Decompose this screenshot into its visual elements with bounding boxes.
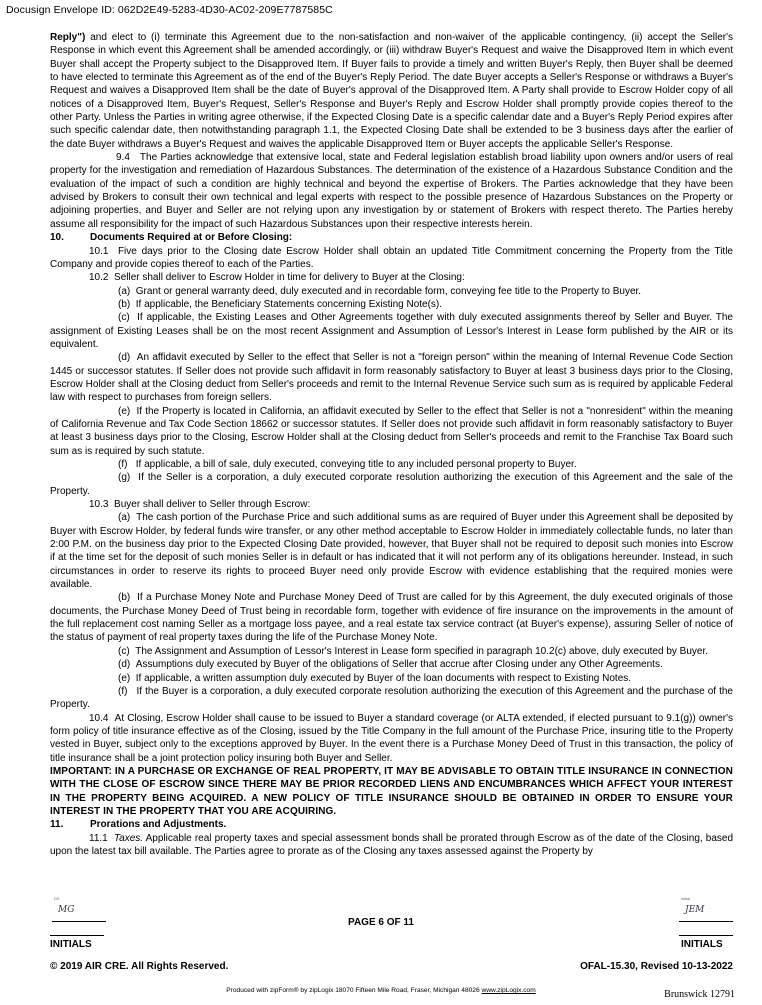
paragraph-10-3-d: (d) Assumptions duly executed by Buyer of the obligations of Seller that accrue after Closing under any Other Agreements.: [118, 659, 663, 671]
paragraph-number: 11.1: [89, 832, 114, 844]
section-title: Documents Required at or Before Closing:: [90, 232, 293, 244]
section-10-heading: [50, 231, 733, 244]
title-insurance-notice: IMPORTANT: IN A PURCHASE OR EXCHANGE OF REAL PROPERTY, IT MAY BE ADVISABLE TO OBTAIN TITLE INSURANCE IN CONNECTION WITH THE CLOSE OF ESCROW SINCE THERE MAY BE PRIOR RECORDED LIENS AND ENCUMBRANCES WHICH AFFECT YOUR INTEREST IN THE PROPERTY BEING ACQUIRED. A NEW POLICY OF TITLE INSURANCE SHOULD BE OBTAINED IN ORDER TO ENSURE YOUR INTEREST IN THE PROPERTY THAT YOU ARE ACQUIRING.: [50, 765, 733, 817]
seller-initials-signature: JEM: [685, 905, 705, 915]
paragraph-10-3-b: (b) If a Purchase Money Note and Purchase Money Deed of Trust are called for by this Agreement, the duly executed originals of those documents, the Purchase Money Deed of Trust being in recordable form, together with evidence of fire insurance on the improvements in the amount of the full replacement cost naming Seller as a mortgage loss payee, and a real estate tax service contract (at Buyer's expense), assuring Seller of notice of the status of payment of real property taxes during the life of the Purchase Money Note.: [50, 592, 733, 644]
section-title: Prorations and Adjustments.: [90, 819, 227, 831]
paragraph-9-3-continued: [50, 31, 733, 151]
paragraph-10-1: 10.1 Five days prior to the Closing date Escrow Holder shall obtain an updated Title Commitment concerning the Property from the Title Company and provide copies thereof to each of the Parties.: [50, 245, 733, 270]
divider: [50, 935, 104, 936]
paragraph-10-2-b: (b) If applicable, the Beneficiary Statements concerning Existing Note(s).: [118, 298, 443, 310]
paragraph-11-1: [50, 832, 733, 859]
paragraph-10-2-e: (e) If the Property is located in California, an affidavit executed by Seller to the effect that Seller is not a "nonresident" within the meaning of California Revenue and Tax Code Section 18662 or successor statutes. If Seller does not provide such affidavit in form reasonably satisfactory to Buyer at least 3 business days prior to the Closing, Escrow Holder shall at the Closing deduct from Seller's proceeds and remit to the Franchise Tax Board such sum as is required by such statute.: [50, 405, 733, 457]
paragraph-10-3-f: (f) If the Buyer is a corporation, a duly executed corporate resolution authorizing the execution of this Agreement and the purchase of the Property.: [50, 685, 733, 711]
paragraph-9-4: 9.4 The Parties acknowledge that extensive local, state and Federal legislation establish broad liability upon owners and/or users of real property for the investigation and remediation of Hazardous Substances. The determination of the existence of a Hazardous Substance Condition and the evaluation of the impact of such a condition are highly technical and beyond the expertise of Brokers. The Parties acknowledge that they have been advised by Brokers to consult their own technical and legal experts with respect to the possible presence of Hazardous Substances on the Property or adjoining properties, and Buyer and Seller are not relying upon any investigation by or statement of Brokers with respect thereto. The Parties hereby assume all responsibility for the impact of such Hazardous Substances upon their respective interests herein.: [50, 152, 733, 230]
paragraph-10-3: 10.3 Buyer shall deliver to Seller through Escrow:: [89, 499, 311, 511]
paragraph-10-3-a: (a) The cash portion of the Purchase Price and such additional sums as are required of Buyer under this Agreement shall be deposited by Buyer with Escrow Holder, by federal funds wire transfer, or any other method acceptable to Escrow Holder in immediately collectable funds, no later than 2:00 P.M. on the business day prior to the Expected Closing Date provided, however, that Buyer shall not be required to deposit such monies into Escrow if at the time set for the deposit of such monies Seller is in default or has indicated that it will not perform any of its obligations hereunder. Instead, in such circumstances in order to reserve its rights to proceed Buyer need only provide Escrow with evidence establishing that the required monies were available.: [50, 512, 733, 591]
paragraph-10-2-g: (g) If the Seller is a corporation, a duly executed corporate resolution authorizing the execution of this Agreement and the sale of the Property.: [50, 472, 733, 497]
paragraph-10-3-c: (c) The Assignment and Assumption of Lessor's Interest in Lease form specified in paragraph 10.2(c) above, duly executed by Buyer.: [118, 645, 709, 657]
paragraph-10-2-f: (f) If applicable, a bill of sale, duly executed, conveying title to any included personal property to Buyer.: [118, 459, 577, 470]
initials-tag: DS: [54, 896, 60, 901]
paragraph-10-2: 10.2 Seller shall deliver to Escrow Holder in time for delivery to Buyer at the Closing:: [89, 272, 465, 284]
file-reference: Brunswick 12791: [664, 989, 735, 1000]
paragraph-10-4: 10.4 At Closing, Escrow Holder shall cause to be issued to Buyer a standard coverage (or ALTA extended, if elected pursuant to 9.1(g)) owner's form policy of title insurance effective as of the Closing, issued by the Title Company in the full amount of the Purchase Price, insuring title to the Property vested in Buyer, subject only to the exceptions approved by Buyer. In the event there is a Purchase Money Deed of Trust in this transaction, the policy of title insurance shall be a joint protection policy insuring both Buyer and Seller.: [50, 712, 733, 764]
paragraph-text: and elect to (i) terminate this Agreement due to the non-satisfaction and non-waiver of the applicable contingency, (ii) accept the Seller's Response in which event this Agreement shall be amended accordingly, or (iii) withdraw Buyer's Request and waive the Disapproved Item in which event Buyer shall accept the Property subject to the Disapproved Item. If Buyer fails to provide a timely and written Buyer's Reply, then Buyer shall be deemed to have elected to terminate this Agreement as of the end of the Buyer's Reply Period. The date Buyer accepts a Seller's Response or withdraws a Buyer's Request and waives a Disapproved Item shall be the date of Buyer's approval of the Disapproved Item. A Party shall provide to Escrow Holder copy of all notices of a Disapproved Item, Buyer's Request, Seller's Response and Buyer's Reply and Escrow Holder shall promptly provide copies thereof to the other Party. Unless the Parties in writing agree otherwise, if the Expected Closing Date is a specific calendar date and a Buyer's Reply Period expires after such specific calendar date, then notwithstanding paragraph 1.1, the Expected Closing Date shall be extended to be 3 business days after the earlier of the date Buyer withdraws a Buyer's Request and waives the applicable Disapproved Item or Buyer accepts the applicable Seller's Response.: [50, 32, 733, 150]
initials-label-left: INITIALS: [50, 939, 92, 950]
paragraph-10-2-d: (d) An affidavit executed by Seller to the effect that Seller is not a "foreign person" within the meaning of Internal Revenue Code Section 1445 or successor statutes. If Seller does not provide such affidavit in form reasonably satisfactory to Buyer at least 3 business days prior to the Closing, Escrow Holder shall at the Closing deduct from Seller's proceeds and remit to the Internal Revenue Service such sum as is required by applicable Federal law with respect to purchases from foreign sellers.: [50, 352, 733, 404]
ziplogix-link[interactable]: www.zipLogix.com: [481, 987, 536, 994]
contract-body: [50, 31, 733, 858]
bold-reply: Reply"): [50, 32, 86, 43]
produced-by-text: Produced with zipForm® by zipLogix 18070 Fifteen Mile Road, Fraser, Michigan 48026: [226, 987, 482, 994]
initials-label-right: INITIALS: [681, 939, 723, 950]
section-number: 10.: [50, 232, 64, 244]
form-revision: OFAL-15.30, Revised 10-13-2022: [580, 961, 733, 972]
paragraph-10-2-a: (a) Grant or general warranty deed, duly executed and in recordable form, conveying fee title to the Property to Buyer.: [118, 285, 642, 297]
section-number: 11.: [50, 819, 64, 831]
produced-by-line: [0, 987, 762, 994]
section-11-heading: [50, 818, 733, 831]
divider: [679, 935, 733, 936]
docusign-envelope-id: Docusign Envelope ID: 062D2E49-5283-4D30-AC02-209E7787585C: [6, 4, 333, 16]
initials-tag: initial: [681, 896, 691, 901]
page-number: PAGE 6 OF 11: [348, 917, 414, 928]
paragraph-10-3-e: (e) If applicable, a written assumption duly executed by Buyer of the loan documents with respect to Existing Notes.: [118, 672, 632, 684]
buyer-initials-signature: MG: [58, 905, 75, 915]
paragraph-text: Applicable real property taxes and special assessment bonds shall be prorated through Escrow as of the date of the Closing, based upon the latest tax bill available. The Parties agree to prorate as of the Closing any taxes assessed against the Property by: [50, 832, 734, 857]
paragraph-10-2-c: (c) If applicable, the Existing Leases and Other Agreements together with duly executed assignments thereof by Seller and Buyer. The assignment of Existing Leases shall be on the most recent Assignment and Assumption of Lessor's Interest in Lease form published by the AIR or its equivalent.: [50, 312, 733, 350]
taxes-label: Taxes.: [113, 832, 144, 844]
copyright-notice: © 2019 AIR CRE. All Rights Reserved.: [50, 961, 229, 972]
